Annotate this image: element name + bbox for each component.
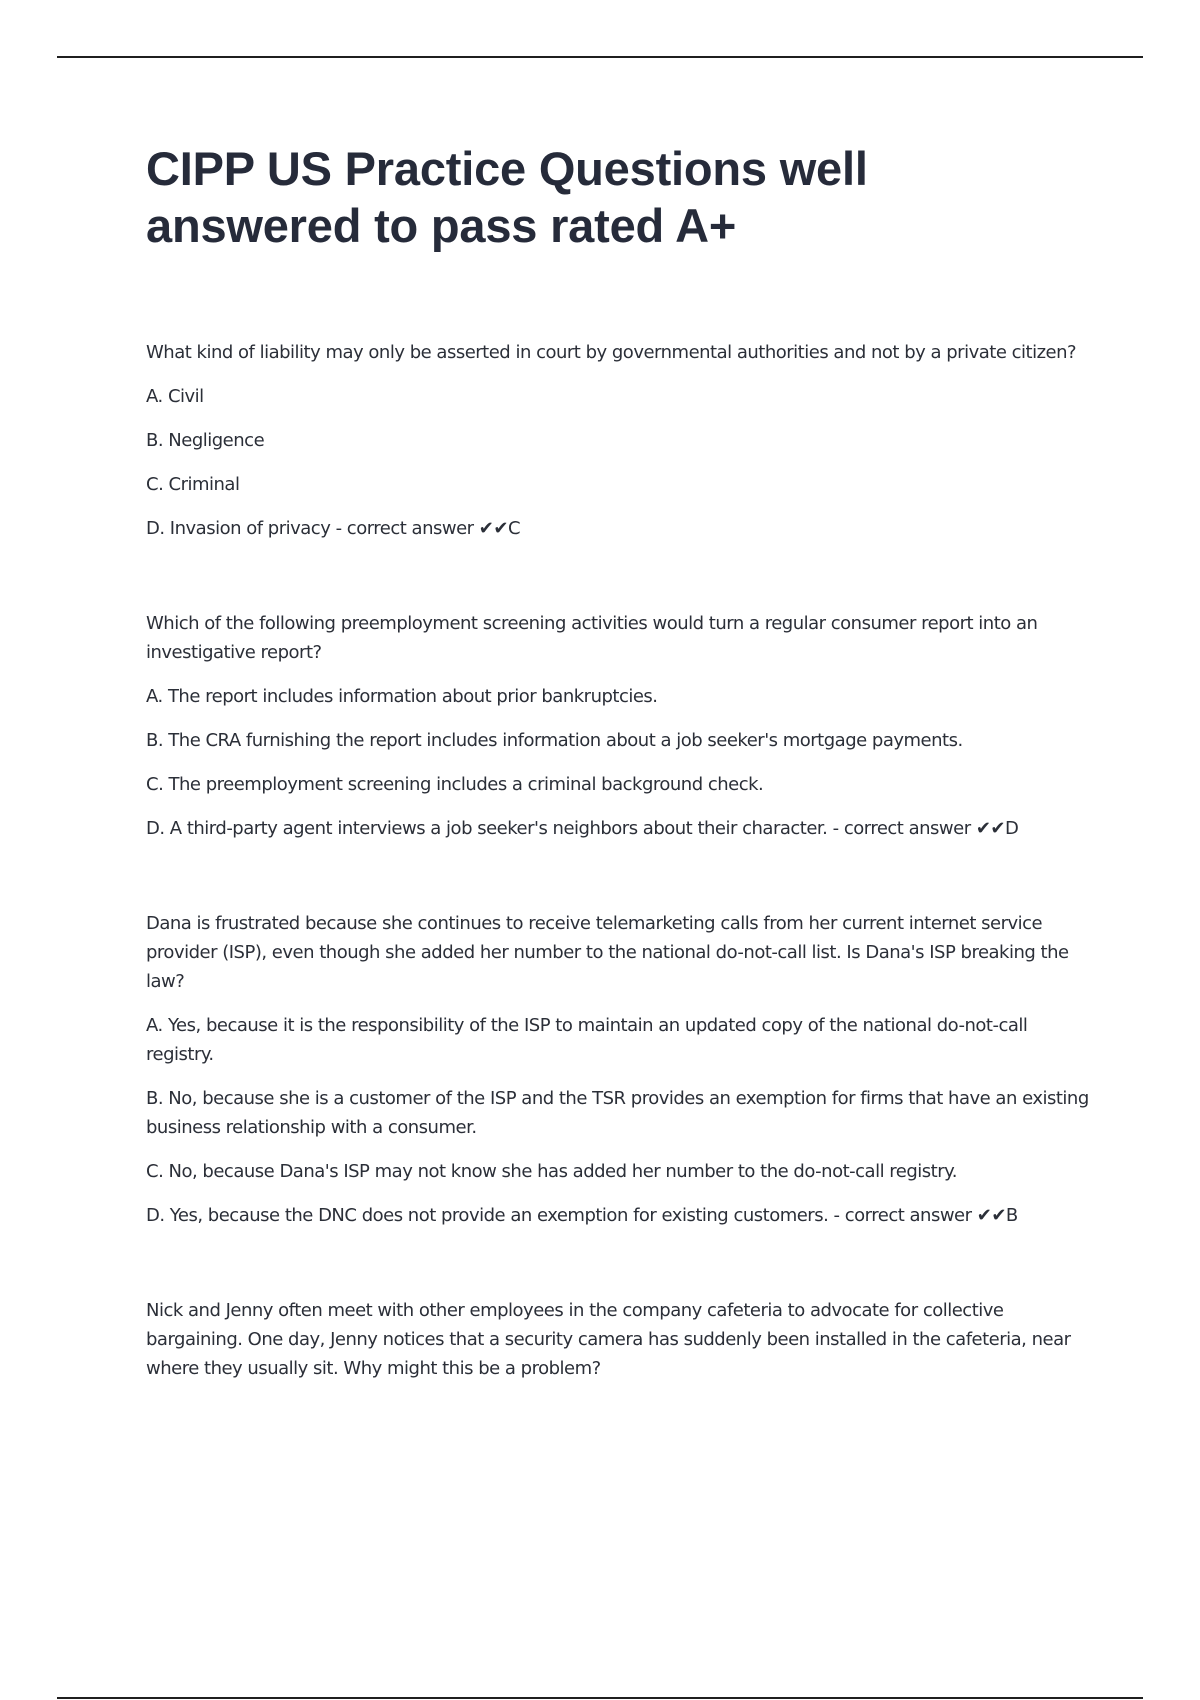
option-d: D. Yes, because the DNC does not provide an exemption for existing customers. [146,1205,829,1226]
option-d-with-answer [146,814,1096,843]
option-b: B. No, because she is a customer of the ISP and the TSR provides an exemption for firms that have an existing business relationship with a consumer. [146,1088,1089,1138]
option-c: C. No, because Dana's ISP may not know she has added her number to the do-not-call registry. [146,1161,957,1182]
correct-answer [827,818,1018,839]
answer-label: - correct answer [828,1205,977,1226]
answer-label: - correct answer [330,518,479,539]
question-1 [146,338,1096,543]
option-b: B. The CRA furnishing the report includes information about a job seeker's mortgage payments. [146,730,963,751]
bottom-rule [57,1697,1143,1699]
answer-letter: C [507,518,521,539]
question-list [146,338,1096,1383]
correct-answer [828,1205,1017,1226]
question-text: Which of the following preemployment screening activities would turn a regular consumer report into an investigative report? [146,613,1038,663]
double-check-icon: ✔✔ [976,1205,1006,1226]
answer-letter: B [1005,1205,1018,1226]
option-c: C. Criminal [146,474,240,495]
option-a: A. Yes, because it is the responsibility of the ISP to maintain an updated copy of the national do-not-call registry. [146,1015,1028,1065]
option-c: C. The preemployment screening includes a criminal background check. [146,774,764,795]
title-line-2: answered to pass rated A+ [146,199,737,252]
question-4 [146,1296,1096,1383]
question-2 [146,609,1096,843]
answer-label: - correct answer [827,818,976,839]
option-b: B. Negligence [146,430,265,451]
option-d: D. Invasion of privacy [146,518,331,539]
answer-letter: D [1004,818,1019,839]
question-text: What kind of liability may only be asserted in court by governmental authorities and not by a private citizen? [146,342,1077,363]
document-title [146,140,1096,254]
title-line-1: CIPP US Practice Questions well [146,142,868,195]
option-a: A. The report includes information about prior bankruptcies. [146,686,658,707]
question-text: Nick and Jenny often meet with other employees in the company cafeteria to advocate for collective bargaining. One day, Jenny notices that a security camera has suddenly been installed in the cafeteria, near where they usually sit. Why might this be a problem? [146,1300,1071,1379]
top-rule [57,56,1143,58]
option-a: A. Civil [146,386,204,407]
option-d: D. A third-party agent interviews a job seeker's neighbors about their character. [146,818,828,839]
document-body [146,140,1096,1449]
double-check-icon: ✔✔ [975,818,1005,839]
option-d-with-answer [146,514,1096,543]
question-text: Dana is frustrated because she continues to receive telemarketing calls from her current internet service provider (ISP), even though she added her number to the national do-not-call list. Is Dana's ISP breaking the law? [146,913,1069,992]
correct-answer [330,518,520,539]
double-check-icon: ✔✔ [478,518,508,539]
option-d-with-answer [146,1201,1096,1230]
question-3 [146,909,1096,1230]
